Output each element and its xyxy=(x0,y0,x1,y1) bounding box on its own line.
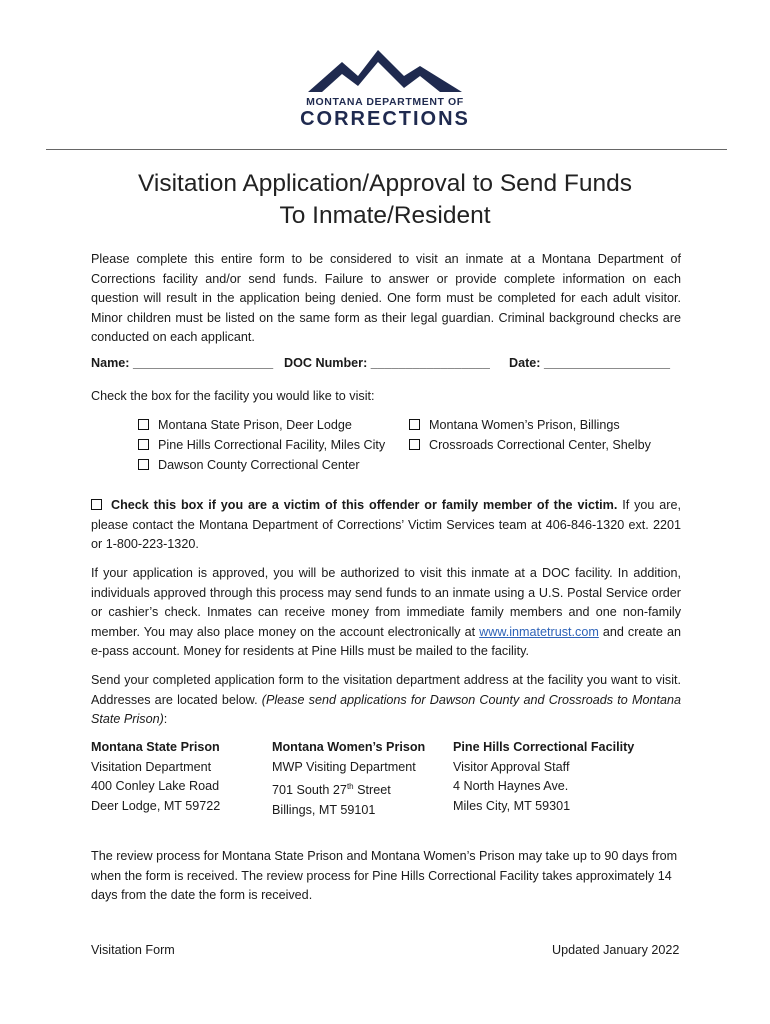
logo-corrections-text: CORRECTIONS xyxy=(300,108,470,130)
send-paragraph xyxy=(91,671,681,730)
address-line: Billings, MT 59101 xyxy=(272,802,376,817)
facility-option-crossroads[interactable] xyxy=(409,438,651,452)
facility-label: Dawson County Correctional Center xyxy=(158,458,360,472)
address-mwp xyxy=(272,738,425,820)
header-divider xyxy=(46,149,727,150)
send-text: Send your completed application form to the visitation department address at the facility you want to visit. Addresses are located below. xyxy=(91,673,681,707)
facility-option-mwp[interactable] xyxy=(409,418,620,432)
facility-prompt: Check the box for the facility you would like to visit: xyxy=(91,389,375,403)
checkbox-icon[interactable] xyxy=(138,459,149,470)
checkbox-icon[interactable] xyxy=(138,439,149,450)
address-line: 701 South 27th Street xyxy=(272,782,391,798)
logo-department-text: MONTANA DEPARTMENT OF xyxy=(306,96,464,108)
address-line: Visitation Department xyxy=(91,759,212,774)
facility-option-dawson[interactable] xyxy=(138,458,360,472)
date-field[interactable]: Date: __________________ xyxy=(509,356,671,370)
intro-paragraph: Please complete this entire form to be considered to visit an inmate at a Montana Department of Corrections facility and/or send funds. Failure to answer or provide complete information on each question will result in the application being denied. One form must be completed for each adult visitor. Minor children must be listed on the same form as their legal guardian. Criminal background checks are conducted on each applicant. xyxy=(91,252,681,344)
facility-label: Montana State Prison, Deer Lodge xyxy=(158,418,352,432)
address-title: Montana Women’s Prison xyxy=(272,740,426,754)
victim-bold-text: Check this box if you are a victim of this offender or family member of the victim. xyxy=(111,498,618,512)
footer-right: Updated January 2022 xyxy=(552,943,680,957)
mountain-icon xyxy=(308,46,462,92)
address-line: Miles City, MT 59301 xyxy=(453,798,571,813)
address-line: Visitor Approval Staff xyxy=(453,759,570,774)
doc-number-field[interactable]: DOC Number: _________________ xyxy=(284,356,490,370)
approval-paragraph xyxy=(91,564,681,662)
facility-label: Pine Hills Correctional Facility, Miles City xyxy=(158,438,386,452)
facility-option-pine-hills[interactable] xyxy=(138,438,385,452)
victim-checkbox[interactable] xyxy=(91,499,102,510)
facility-label: Montana Women’s Prison, Billings xyxy=(429,418,620,432)
title-line-2: To Inmate/Resident xyxy=(279,202,491,229)
address-line: MWP Visiting Department xyxy=(272,759,416,774)
approval-text-2: and create an e-pass account. Money for residents at Pine Hills must be mailed to the facility. xyxy=(91,624,681,658)
address-title: Pine Hills Correctional Facility xyxy=(453,740,635,754)
send-end: : xyxy=(163,712,168,726)
page-title xyxy=(60,168,710,232)
address-line: Deer Lodge, MT 59722 xyxy=(91,798,221,813)
checkbox-icon[interactable] xyxy=(409,419,420,430)
name-field[interactable]: Name: ____________________ xyxy=(91,356,274,370)
address-line: 4 North Haynes Ave. xyxy=(453,779,569,793)
checkbox-icon[interactable] xyxy=(409,439,420,450)
title-line-1: Visitation Application/Approval to Send Funds xyxy=(138,170,632,197)
facility-option-msp[interactable] xyxy=(138,418,352,432)
address-title: Montana State Prison xyxy=(91,740,220,754)
victim-contact-text: If you are, please contact the Montana Department of Corrections’ Victim Services team at 406-846-1320 ext. 2201 or 1-800-223-1320. xyxy=(91,498,681,551)
inmatetrust-link[interactable]: www.inmatetrust.com xyxy=(479,624,599,639)
address-pine-hills xyxy=(453,738,634,816)
checkbox-icon[interactable] xyxy=(138,419,149,430)
address-msp xyxy=(91,738,220,816)
victim-paragraph xyxy=(91,496,681,555)
footer-left: Visitation Form xyxy=(91,943,175,957)
address-line: 400 Conley Lake Road xyxy=(91,779,220,793)
review-paragraph: The review process for Montana State Prison and Montana Women’s Prison may take up to 90 days from when the form is received. The review process for Pine Hills Correctional Facility takes approximately 14 days from the date the form is received. xyxy=(91,849,678,902)
logo xyxy=(300,46,470,132)
send-italic-note: (Please send applications for Dawson County and Crossroads to Montana State Prison) xyxy=(91,692,681,726)
approval-text-1: If your application is approved, you will be authorized to visit this inmate at a DOC facility. In addition, individuals approved through this process may send funds to an inmate using a U.S. Postal Service order or cashier’s check. Inmates can receive money from immediate family members and one non-family member. You may also place money on the account electronically at xyxy=(91,566,681,639)
facility-label: Crossroads Correctional Center, Shelby xyxy=(429,438,651,452)
